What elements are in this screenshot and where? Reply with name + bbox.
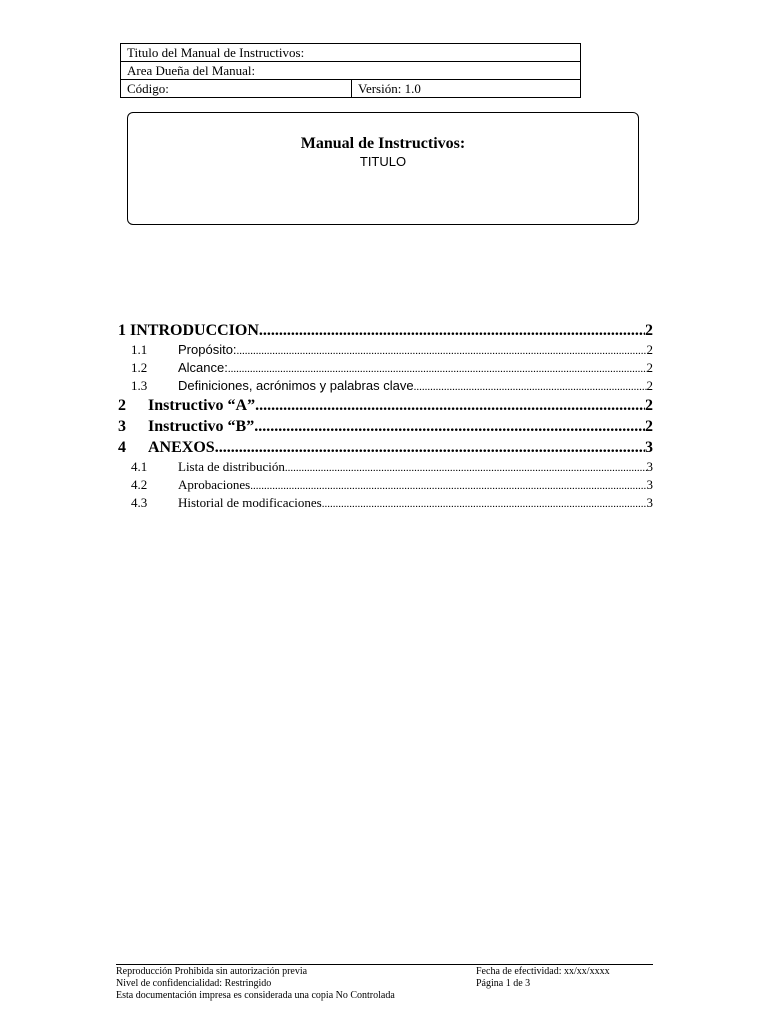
toc-text: INTRODUCCION (130, 322, 259, 339)
toc-entry-proposito[interactable] (118, 341, 653, 359)
toc-text: Propósito: (178, 342, 237, 357)
toc-entry-anexos[interactable] (118, 437, 653, 458)
footer-copy-notice: Esta documentación impresa es considerada una copia No Controlada (116, 990, 395, 1001)
footer-row (116, 978, 653, 990)
toc-leader (254, 416, 645, 437)
manual-title-cell: Titulo del Manual de Instructivos: (121, 44, 581, 62)
footer-reproduction-notice: Reproducción Prohibida sin autorización previa (116, 966, 308, 977)
toc-page: 2 (646, 378, 653, 393)
toc-text: Instructivo “A” (148, 397, 256, 414)
toc-leader (414, 378, 647, 395)
toc-page: 3 (645, 439, 653, 456)
toc-entry-aprobaciones[interactable] (118, 476, 653, 494)
document-heading: Manual de Instructivos: (300, 135, 466, 152)
toc-number: 4 (118, 439, 126, 456)
toc-leader (250, 477, 646, 494)
toc-entry-historial[interactable] (118, 494, 653, 512)
toc-number: 3 (118, 418, 126, 435)
page-footer (116, 964, 653, 1002)
toc-entry-introduccion[interactable] (118, 320, 653, 341)
toc-number: 1.3 (131, 378, 148, 393)
toc-entry-definiciones[interactable] (118, 377, 653, 395)
toc-text: Aprobaciones (178, 477, 251, 492)
toc-number: 4.3 (131, 495, 148, 510)
toc-leader (322, 495, 647, 512)
version-cell: Versión: 1.0 (352, 80, 581, 98)
footer-row (116, 990, 653, 1002)
title-box (127, 112, 639, 225)
header-row-title (121, 44, 581, 62)
toc-number: 4.2 (131, 477, 148, 492)
toc-page: 2 (646, 342, 653, 357)
toc-page: 2 (645, 418, 653, 435)
footer-page-number: Página 1 de 3 (476, 978, 531, 989)
toc-number: 2 (118, 397, 126, 414)
header-row-area (121, 62, 581, 80)
toc-text: Definiciones, acrónimos y palabras clave (178, 378, 414, 393)
toc-page: 3 (646, 459, 653, 474)
toc-leader (215, 437, 645, 458)
code-cell: Código: (121, 80, 352, 98)
toc-page: 2 (645, 397, 653, 414)
toc-text: Lista de distribución (178, 459, 285, 474)
toc-leader (285, 459, 647, 476)
toc-number: 1.2 (131, 360, 148, 375)
toc-entry-instructivo-b[interactable] (118, 416, 653, 437)
footer-confidentiality: Nivel de confidencialidad: Restringido (116, 978, 272, 989)
toc-number: 1.1 (131, 342, 148, 357)
toc-number: 4.1 (131, 459, 148, 474)
footer-row (116, 966, 653, 978)
toc-leader (259, 320, 645, 341)
toc-leader (237, 342, 647, 359)
header-table (120, 43, 581, 98)
toc-page: 3 (646, 495, 653, 510)
toc-entry-instructivo-a[interactable] (118, 395, 653, 416)
owner-area-cell: Area Dueña del Manual: (121, 62, 581, 80)
toc-text: Instructivo “B” (148, 418, 255, 435)
toc-page: 3 (646, 477, 653, 492)
document-subtitle: TITULO (359, 154, 407, 169)
toc-leader (228, 360, 647, 377)
table-of-contents (118, 320, 653, 512)
toc-text: Historial de modificaciones (178, 495, 322, 510)
toc-entry-lista-distribucion[interactable] (118, 458, 653, 476)
toc-page: 2 (645, 322, 653, 339)
toc-entry-alcance[interactable] (118, 359, 653, 377)
toc-number: 1 (118, 322, 126, 339)
toc-page: 2 (646, 360, 653, 375)
toc-text: Alcance: (178, 360, 228, 375)
toc-leader (255, 395, 645, 416)
toc-text: ANEXOS (148, 439, 215, 456)
footer-effective-date: Fecha de efectividad: xx/xx/xxxx (476, 966, 610, 977)
header-row-code (121, 80, 581, 98)
